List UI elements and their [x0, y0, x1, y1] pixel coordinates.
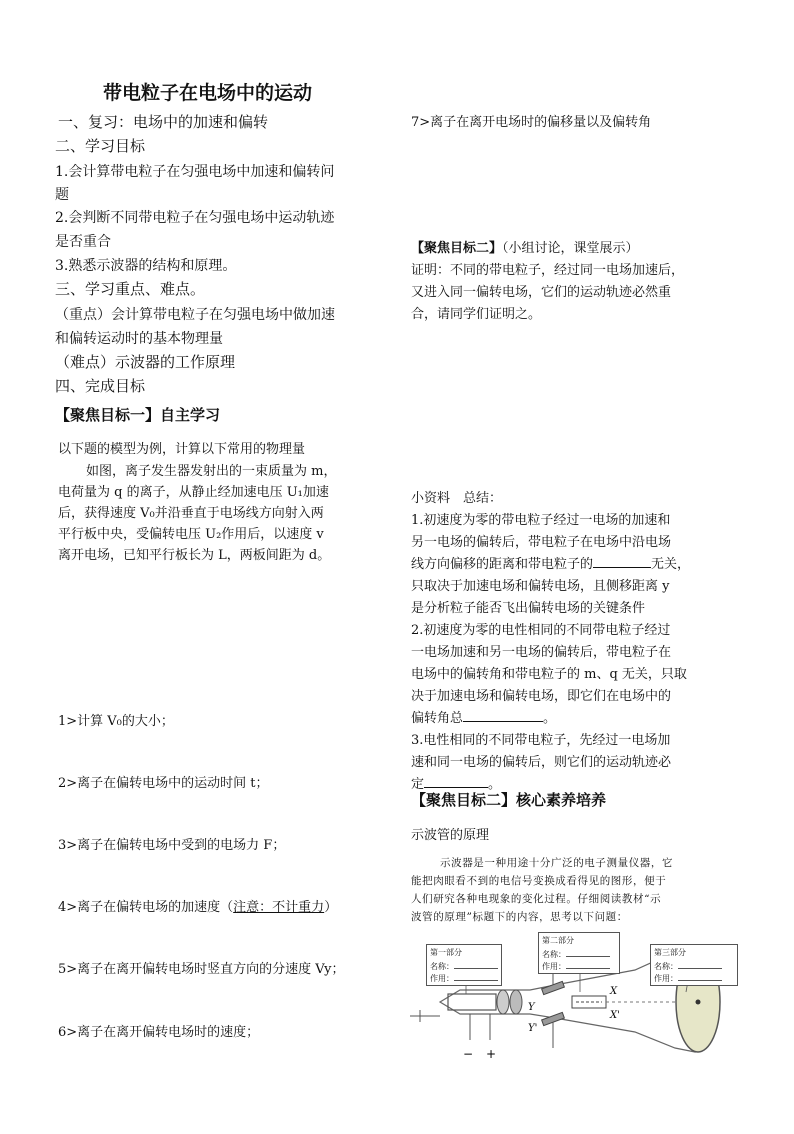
question-7: 7>离子在离开电场时的偏移量以及偏转角 — [411, 115, 652, 130]
question-4-close: ） — [324, 900, 338, 915]
summary-line2: 另一电场的偏转后，带电粒子在电场中沿电场 — [411, 535, 672, 550]
focus-goal-2-label: 【聚焦目标二】 — [411, 241, 503, 256]
summary-line8: 电场中的偏转角和带电粒子的 m、q 无关，只取 — [411, 667, 687, 682]
oscilloscope-diagram — [400, 930, 780, 1075]
goal-1-line1: 1.会计算带电粒子在匀强电场中加速和偏转问 — [55, 164, 335, 180]
proof-line1: 证明：不同的带电粒子，经过同一电场加速后， — [411, 263, 685, 278]
key-point-line2: 和偏转运动时的基本物理量 — [55, 331, 223, 347]
focus-goal-2-heading — [411, 237, 639, 256]
part3-func-row — [654, 972, 722, 984]
question-3: 3>离子在偏转电场中受到的电场力 F； — [58, 838, 286, 853]
label-x-prime: X' — [610, 1010, 620, 1021]
summary-line3 — [411, 553, 690, 572]
part1-name-row — [430, 960, 498, 972]
part2-label: 第二部分 — [542, 936, 574, 945]
part3-func-label: 作用： — [654, 974, 678, 983]
label-plus: + — [486, 1047, 497, 1061]
part3-func-blank[interactable] — [678, 972, 722, 981]
focus-goal-2-note: （小组讨论，课堂展示） — [502, 241, 639, 256]
question-6: 6>离子在离开偏转电场时的速度； — [58, 1025, 260, 1040]
section-review: 一、复习：电场中的加速和偏转 — [58, 113, 269, 131]
part2-func-row — [542, 960, 610, 972]
goal-2-line1: 2.会判断不同带电粒子在匀强电场中运动轨迹 — [55, 210, 335, 226]
problem-line3: 后，获得速度 V₀并沿垂直于电场线方向射入两 — [58, 506, 324, 521]
section-key-points: 三、学习重点、难点。 — [55, 280, 206, 298]
part1-func-blank[interactable] — [454, 972, 498, 981]
problem-line2: 电荷量为 q 的离子，从静止经加速电压 U₁加速 — [58, 485, 329, 500]
question-1: 1>计算 V₀的大小； — [58, 714, 174, 729]
screen-spot — [696, 1000, 701, 1005]
accelerating-anode-2 — [510, 990, 522, 1014]
osc-para-line2: 能把肉眼看不到的电信号变换成看得见的图形，便于 — [411, 875, 667, 887]
label-minus: − — [463, 1047, 474, 1061]
summary-line5: 是分析粒子能否飞出偏转电场的关键条件 — [411, 601, 646, 616]
problem-line5: 离开电场，已知平行板长为 L，两板间距为 d。 — [58, 548, 331, 563]
summary-title: 小资料 总结： — [411, 491, 503, 506]
part1-func-label: 作用： — [430, 974, 454, 983]
summary-line12: 速和同一电场的偏转后，则它们的运动轨迹必 — [411, 755, 672, 770]
part3-box — [650, 944, 738, 986]
summary-line13-text: 定 — [411, 777, 425, 792]
part2-box — [538, 932, 620, 974]
goal-1-line2: 题 — [55, 187, 69, 203]
part2-name-blank[interactable] — [566, 948, 610, 957]
fill-blank-2[interactable] — [463, 707, 543, 722]
key-point-line1: （重点）会计算带电粒子在匀强电场中做加速 — [55, 307, 335, 323]
part3-name-label: 名称： — [654, 962, 678, 971]
section-goals: 二、学习目标 — [55, 137, 146, 155]
part1-name-blank[interactable] — [454, 960, 498, 969]
part3-name-blank[interactable] — [678, 960, 722, 969]
summary-line9: 决于加速电场和偏转电场，即它们在电场中的 — [411, 689, 672, 704]
part1-name-label: 名称： — [430, 962, 454, 971]
osc-para-line3: 人们研究各种电现象的变化过程。仔细阅读教材“示 — [411, 893, 662, 905]
osc-para-line4: 波管的原理”标题下的内容，思考以下问题： — [411, 911, 628, 923]
summary-line10-end: 。 — [543, 711, 557, 726]
osc-para-line1: 示波器是一种用途十分广泛的电子测量仪器，它 — [440, 857, 674, 869]
oscilloscope-title: 示波管的原理 — [411, 828, 490, 843]
summary-line3-text: 线方向偏移的距离和带电粒子的 — [411, 557, 594, 572]
focus-goal-3-heading: 【聚焦目标二】核心素养培养 — [411, 791, 607, 809]
part2-func-blank[interactable] — [566, 960, 610, 969]
focus-goal-1-heading: 【聚焦目标一】自主学习 — [55, 406, 221, 424]
accelerating-anode-1 — [497, 990, 509, 1014]
summary-line13-end: 。 — [488, 777, 502, 792]
part1-label: 第一部分 — [430, 948, 462, 957]
proof-line2: 又进入同一偏转电场，它们的运动轨迹必然重 — [411, 285, 672, 300]
proof-line3: 合，请同学们证明之。 — [411, 307, 542, 322]
summary-line3-end: 无关， — [651, 557, 691, 572]
goal-3: 3.熟悉示波器的结构和原理。 — [55, 258, 237, 274]
electron-gun — [448, 994, 496, 1010]
label-y: Y — [528, 1002, 535, 1013]
fill-blank-1[interactable] — [593, 553, 651, 568]
part2-func-label: 作用： — [542, 962, 566, 971]
part2-name-label: 名称： — [542, 950, 566, 959]
question-4-text: 4>离子在偏转电场的加速度（ — [58, 900, 234, 915]
label-y-prime: Y' — [528, 1023, 538, 1034]
summary-line11: 3.电性相同的不同带电粒子，先经过一电场加 — [411, 733, 671, 748]
question-5: 5>离子在离开偏转电场时竖直方向的分速度 Vy； — [58, 962, 345, 977]
part2-name-row — [542, 948, 610, 960]
summary-line10-text: 偏转角总 — [411, 711, 464, 726]
section-complete-goals: 四、完成目标 — [55, 377, 146, 395]
question-2: 2>离子在偏转电场中的运动时间 t； — [58, 776, 269, 791]
fill-blank-3[interactable] — [424, 773, 488, 788]
goal-2-line2: 是否重合 — [55, 234, 111, 250]
problem-line4: 平行板中央，受偏转电压 U₂作用后，以速度 v — [58, 527, 324, 542]
label-x: X — [610, 986, 618, 997]
page-title: 带电粒子在电场中的运动 — [103, 82, 313, 104]
summary-line10 — [411, 707, 556, 726]
summary-line7: 一电场加速和另一电场的偏转后，带电粒子在 — [411, 645, 672, 660]
part3-name-row — [654, 960, 722, 972]
question-4 — [58, 896, 337, 915]
model-intro: 以下题的模型为例，计算以下常用的物理量 — [58, 442, 306, 457]
part3-label: 第三部分 — [654, 948, 686, 957]
summary-line6: 2.初速度为零的电性相同的不同带电粒子经过 — [411, 623, 671, 638]
part1-box — [426, 944, 502, 986]
summary-line4: 只取决于加速电场和偏转电场，且侧移距离 y — [411, 579, 670, 594]
problem-line1: 如图，离子发生器发射出的一束质量为 m， — [86, 464, 337, 479]
difficult-point: （难点）示波器的工作原理 — [55, 353, 236, 371]
part1-func-row — [430, 972, 498, 984]
question-4-note: 注意：不计重力 — [233, 900, 325, 915]
summary-line1: 1.初速度为零的带电粒子经过一电场的加速和 — [411, 513, 671, 528]
